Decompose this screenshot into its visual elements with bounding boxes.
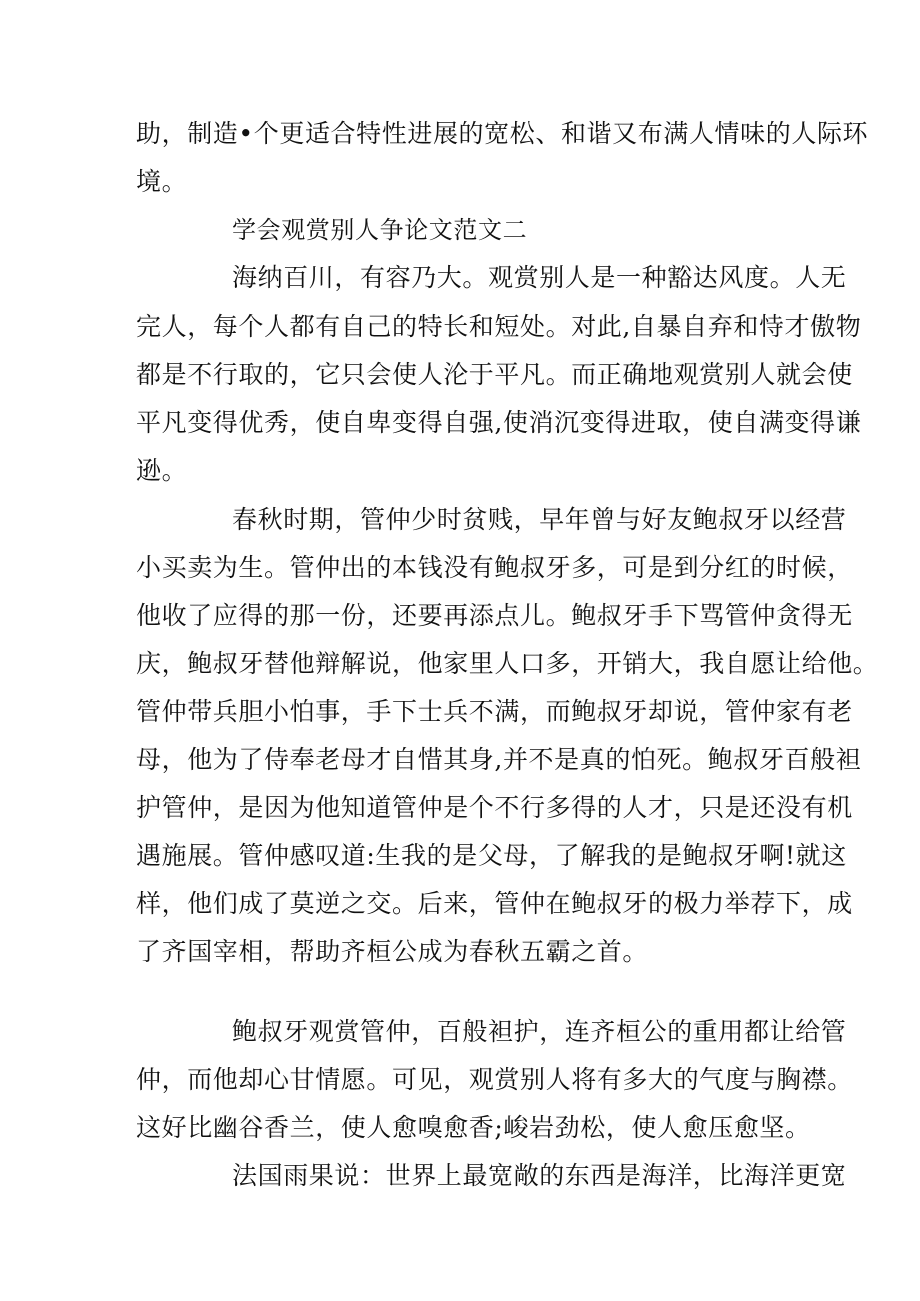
text-line: 完人，每个人都有自己的特长和短处。对此,自暴自弃和恃才傲物 [136, 312, 862, 341]
text-line: 遇施展。管仲感叹道:生我的是父母，了解我的是鲍叔牙啊!就这 [136, 841, 847, 870]
text-line: 助，制造•个更适合特性进展的宽松、和谐又布满人情味的人际环 [136, 119, 869, 148]
text-line: 平凡变得优秀，使自卑变得自强,使消沉变得进取，使自满变得谦 [136, 408, 862, 437]
text-line: 法国雨果说：世界上最宽敞的东西是海洋，比海洋更宽 [232, 1161, 847, 1190]
text-line: 逊。 [136, 456, 188, 485]
text-line: 护管仲，是因为他知道管仲是个不行多得的人才，只是还没有机 [136, 793, 853, 822]
text-line: 庆，鲍叔牙替他辩解说，他家里人口多，开销大，我自愿让给他。 [136, 649, 879, 678]
text-line: 母，他为了侍奉老母才自惜其身,并不是真的怕死。鲍叔牙百般袒 [136, 745, 862, 774]
text-line: 鲍叔牙观赏管仲，百般袒护，连齐桓公的重用都让给管 [232, 1017, 847, 1046]
text-line: 管仲带兵胆小怕事，手下士兵不满，而鲍叔牙却说，管仲家有老 [136, 697, 853, 726]
text-line: 海纳百川，有容乃大。观赏别人是一种豁达风度。人无 [232, 263, 847, 292]
text-line: 春秋时期，管仲少时贫贱，早年曾与好友鲍叔牙以经营 [232, 505, 847, 534]
text-line: 这好比幽谷香兰，使人愈嗅愈香;峻岩劲松，使人愈压愈坚。 [136, 1113, 811, 1142]
text-line: 都是不行取的，它只会使人沦于平凡。而正确地观赏别人就会使 [136, 360, 853, 389]
text-line: 小买卖为生。管仲出的本钱没有鲍叔牙多，可是到分红的时候， [136, 553, 853, 582]
text-line: 境。 [136, 167, 188, 196]
text-line: 仲，而他却心甘情愿。可见，观赏别人将有多大的气度与胸襟。 [136, 1065, 853, 1094]
text-line: 样，他们成了莫逆之交。后来，管仲在鲍叔牙的极力举荐下，成 [136, 889, 853, 918]
section-heading: 学会观赏别人争论文范文二 [232, 216, 528, 244]
text-line: 了齐国宰相，帮助齐桓公成为春秋五霸之首。 [136, 937, 649, 966]
text-line: 他收了应得的那一份，还要再添点儿。鲍叔牙手下骂管仲贪得无 [136, 601, 853, 630]
